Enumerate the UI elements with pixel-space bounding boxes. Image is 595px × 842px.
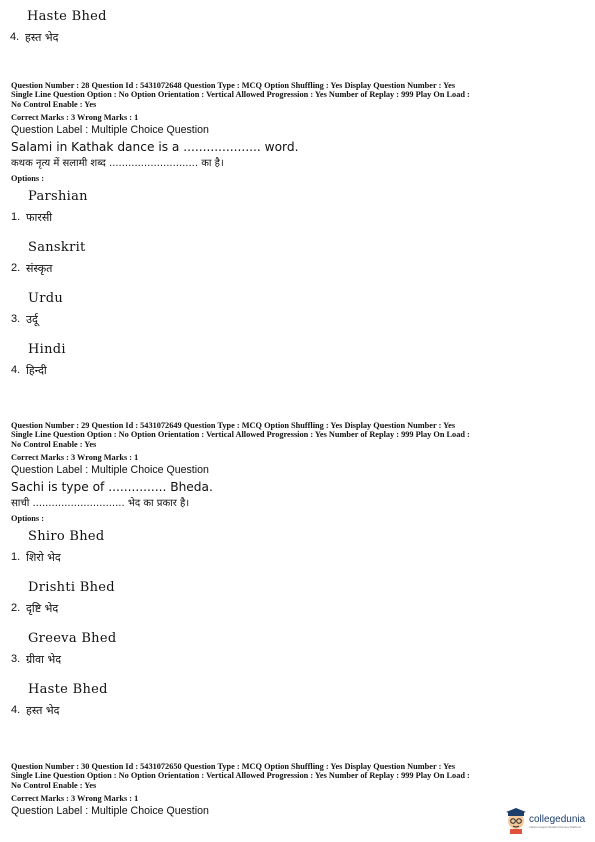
option-text-en: Greeva Bhed — [28, 631, 117, 647]
question-text-hi: साची ............................. भेद का प्रकार है। — [11, 498, 190, 510]
question-meta-line: Question Number : 28 Question Id : 5431072648 Question Type : MCQ Option Shuffling : Yes Display Question Number : Yes — [11, 81, 456, 90]
option-number: 4. — [11, 704, 21, 717]
question-meta-line: No Control Enable : Yes — [11, 439, 97, 449]
option-text-en: Haste Bhed — [27, 9, 107, 24]
options-heading: Options : — [11, 514, 44, 524]
question-label: Question Label : Multiple Choice Question — [11, 464, 209, 477]
question-label: Question Label : Multiple Choice Question — [11, 805, 209, 818]
option-3[interactable] — [11, 290, 585, 328]
question-text-en: Salami in Kathak dance is a .................... word. — [11, 140, 299, 155]
question-label: Question Label : Multiple Choice Question — [11, 124, 209, 137]
option-text-hi: उर्दू — [26, 312, 38, 326]
question-meta-line: No Control Enable : Yes — [11, 780, 97, 790]
option-text-hi: संस्कृत — [26, 261, 53, 275]
option-2[interactable] — [11, 579, 585, 617]
option-text-hi: दृष्टि भेद — [26, 601, 59, 615]
question-block-29 — [11, 421, 585, 719]
option-text-hi: हस्त भेद — [26, 703, 60, 717]
previous-question-option-4 — [10, 8, 107, 46]
option-text-hi: हस्त भेद — [25, 30, 59, 44]
option-number: 4. — [11, 364, 21, 377]
option-text-en: Shiro Bhed — [28, 529, 105, 545]
option-text-en: Sanskrit — [28, 240, 86, 256]
question-block-28 — [11, 81, 585, 379]
question-text-hi: कथक नृत्य में सलामी शब्द ............................ का है। — [11, 158, 224, 170]
option-text-hi: फारसी — [26, 210, 53, 224]
question-meta-line: Single Line Question Option : No Option Orientation : Vertical Allowed Progression : Yes Number of Replay : 999 Play On Load : — [11, 771, 470, 781]
option-number: 2. — [11, 602, 21, 615]
question-meta-line: Question Number : 30 Question Id : 5431072650 Question Type : MCQ Option Shuffling : Yes Display Question Number : Yes — [11, 762, 456, 771]
question-meta-line: Single Line Question Option : No Option Orientation : Vertical Allowed Progression : Yes Number of Replay : 999 Play On Load : — [11, 90, 470, 100]
option-text-hi: शिरो भेद — [26, 550, 61, 564]
option-2[interactable] — [11, 239, 585, 277]
option-number: 3. — [11, 653, 21, 666]
logo-text: collegedunia — [529, 813, 586, 825]
option-text-hi: ग्रीवा भेद — [26, 652, 62, 666]
option-text-en: Parshian — [28, 189, 88, 205]
option-number: 3. — [11, 313, 21, 326]
logo-tagline: India's largest Student Review Platform — [529, 824, 582, 829]
option-3[interactable] — [11, 630, 585, 668]
option-1[interactable] — [11, 188, 585, 226]
question-text-en: Sachi is type of ............... Bheda. — [11, 480, 213, 495]
option-text-en: Hindi — [28, 342, 66, 358]
option-text-hi: हिन्दी — [26, 363, 47, 377]
options-heading: Options : — [11, 174, 44, 184]
question-meta-line: Single Line Question Option : No Option Orientation : Vertical Allowed Progression : Yes Number of Replay : 999 Play On Load : — [11, 430, 470, 440]
option-number: 4. — [10, 31, 20, 43]
marks-info: Correct Marks : 3 Wrong Marks : 1 — [11, 113, 139, 123]
collegedunia-logo — [505, 808, 585, 834]
marks-info: Correct Marks : 3 Wrong Marks : 1 — [11, 453, 139, 463]
question-meta-line: Question Number : 29 Question Id : 5431072649 Question Type : MCQ Option Shuffling : Yes Display Question Number : Yes — [11, 421, 456, 430]
option-1[interactable] — [11, 528, 585, 566]
option-number: 2. — [11, 262, 21, 275]
option-number: 1. — [11, 211, 21, 224]
option-text-en: Haste Bhed — [28, 682, 108, 698]
option-text-en: Urdu — [28, 291, 64, 307]
mascot-icon — [505, 808, 527, 834]
option-4[interactable] — [11, 681, 585, 719]
option-text-en: Drishti Bhed — [28, 580, 115, 596]
question-meta-line: No Control Enable : Yes — [11, 99, 97, 109]
option-4[interactable] — [11, 341, 585, 379]
question-block-30 — [11, 762, 585, 818]
option-number: 1. — [11, 551, 21, 564]
marks-info: Correct Marks : 3 Wrong Marks : 1 — [11, 794, 139, 804]
